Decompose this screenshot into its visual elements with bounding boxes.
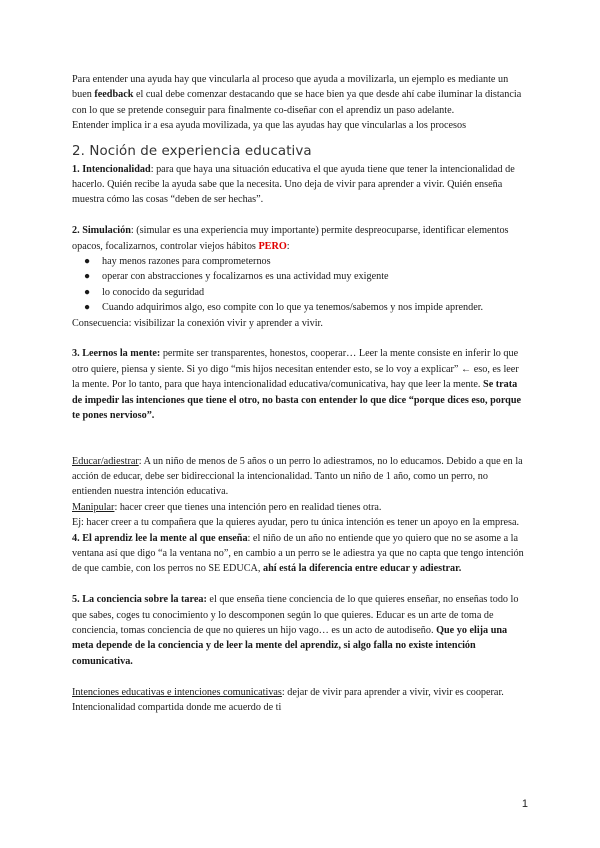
simulacion-text: : (simular es una experiencia muy importante) permite despreocuparse, identificar elementos opacos, focalizarnos, controlar viejos hábitos [72, 225, 509, 252]
bullet-icon: ● [84, 286, 91, 298]
page-number: 1 [521, 798, 528, 810]
conciencia-bold-text: Que yo elija una meta depende de la conciencia y de leer la mente del aprendiz, si algo falla no existe intención comunicativa. [72, 624, 508, 667]
list-item [84, 300, 528, 315]
simulacion-colon: : [286, 240, 290, 252]
intencionalidad-paragraph [72, 162, 528, 208]
feedback-keyword: feedback [94, 89, 134, 101]
spacer [72, 577, 528, 592]
list-item [84, 285, 528, 300]
simulacion-label: 2. Simulación [72, 225, 131, 237]
manipular-text: : hacer creer que tienes una intención pero en realidad tienes otra. [114, 501, 382, 513]
section-heading: 2. Noción de experiencia educativa [72, 143, 312, 159]
consecuencia-line: Consecuencia: visibilizar la conexión vivir y aprender a vivir. [72, 317, 323, 329]
educar-label: Educar/adiestrar [72, 455, 139, 467]
aprendiz-label: 4. El aprendiz lee la mente al que enseña [72, 532, 248, 544]
manipular-paragraph [72, 500, 528, 515]
document-body [72, 72, 528, 715]
intro-paragraph-2: Entender implica ir a esa ayuda movilizada, ya que las ayudas hay que vincularlas a los procesos [72, 120, 467, 132]
manipular-example: Ej: hacer creer a tu compañera que la quieres ayudar, pero tu única intención es tener un apoyo en la empresa. [72, 517, 520, 529]
intenciones-text: : dejar de vivir para aprender a vivir, vivir es cooperar. Intencionalidad compartida donde me acuerdo de ti [72, 686, 504, 713]
intenciones-paragraph [72, 685, 528, 716]
intro-paragraph-1 [72, 72, 528, 118]
manipular-label: Manipular [72, 501, 115, 513]
list-item [84, 269, 528, 284]
spacer [72, 208, 528, 223]
aprendiz-bold-text: ahí está la diferencia entre educar y adiestrar. [262, 563, 462, 575]
leernos-label: 3. Leernos la mente: [72, 348, 161, 360]
list-item [84, 254, 528, 269]
simulacion-bullet-list [72, 254, 528, 316]
intencionalidad-text: : para que haya una situación educativa el que ayuda tiene que tener la intencionalidad de hacerlo. Quién recibe la ayuda sabe que la necesita. Uno deja de vivir para aprender a vivir. Quién enseña muestra cómo las cosas “deben de ser hechas”. [72, 163, 515, 206]
educar-paragraph [72, 454, 528, 500]
list-item-text: operar con abstracciones y focalizarnos es una actividad muy exigente [102, 271, 389, 283]
bullet-icon: ● [84, 302, 91, 314]
conciencia-text: el que enseña tiene conciencia de lo que quieres enseñar, no enseñas todo lo que sabes, coges tu conocimiento y lo descomponen según lo que quieres. Educar es un arte de toma de conciencia, tomas conciencia de que no quieres un hijo vago… es un acto de autodiseño. [72, 594, 519, 636]
bullet-icon: ● [84, 271, 91, 283]
leernos-paragraph [72, 346, 528, 423]
simulacion-paragraph [72, 223, 528, 254]
spacer [72, 669, 528, 684]
list-item-text: lo conocido da seguridad [102, 286, 205, 298]
list-item-text: hay menos razones para comprometernos [102, 256, 271, 268]
intenciones-label: Intenciones educativas e intenciones comunicativas [72, 686, 282, 698]
pero-highlight: PERO [258, 240, 287, 252]
leernos-bold-text: Se trata de impedir las intenciones que tiene el otro, no basta con entender lo que dice “porque dices eso, porque te pones nervioso”. [72, 379, 522, 422]
list-item-text: Cuando adquirimos algo, eso compite con lo que ya tenemos/sabemos y nos impide aprender. [102, 302, 484, 314]
aprendiz-text: : el niño de un año no entiende que yo quiero que no se asome a la ventana así que digo “a la ventana no”, en cambio a un perro se le adiestra ya que no capta que tengo intención de que cambie, con los perros no SE EDUCA, [72, 532, 524, 575]
intencionalidad-label: 1. Intencionalidad [72, 163, 151, 175]
bullet-icon: ● [84, 256, 91, 268]
leernos-text: permite ser transparentes, honestos, cooperar… Leer la mente consiste en inferir lo que otro quiere, piensa y siente. Si yo digo “mis hijos necesitan entender esto, se lo voy a explicar” ← eso, es leer la mente. Por lo tanto, para que haya intencionalidad educativa/comunicativa, hay que leer la mente. [72, 348, 519, 391]
conciencia-label: 5. La conciencia sobre la tarea: [72, 594, 207, 606]
aprendiz-paragraph [72, 531, 528, 577]
intro-text: Para entender una ayuda hay que vincularla al proceso que ayuda a movilizarla, un ejemplo es mediante un buen [72, 74, 509, 101]
spacer [72, 424, 528, 454]
educar-text: : A un niño de menos de 5 años o un perro lo adiestramos, no lo educamos. Debido a que en la acción de educar, debe ser bidireccional la intencionalidad. Tanto un niño de 1 año, como un perro, no entienden nuestra intención educativa. [72, 455, 523, 498]
intro-text-continued: el cual debe comenzar destacando que se hace bien ya que desde ahí cabe iluminar la distancia con lo que se pretende conseguir para finalmente co-diseñar con el aprendiz un paso adelante. [72, 89, 522, 116]
spacer [72, 331, 528, 346]
conciencia-paragraph [72, 592, 528, 669]
